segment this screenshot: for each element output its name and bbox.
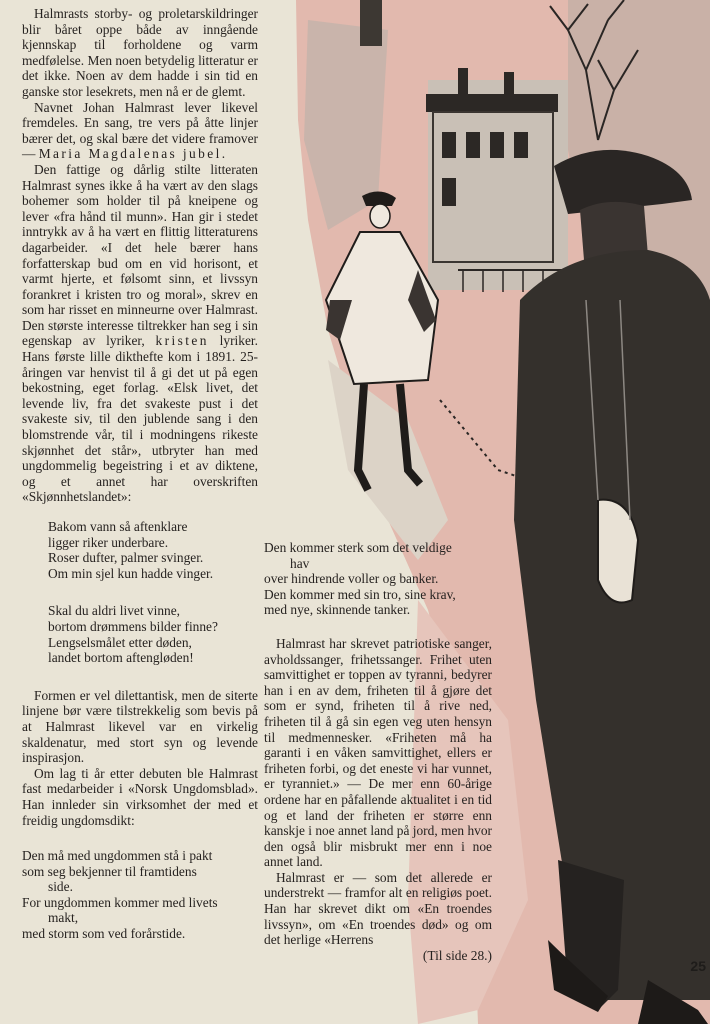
page-number: 25: [690, 958, 706, 974]
song-title: Maria Magdalenas jubel.: [38, 146, 228, 162]
poem-line: Bakom vann så aftenklare: [48, 519, 188, 534]
paragraph-text: Den fattige og dårlig stilte litteraten Halmrast synes ikke å ha vært av den slags bohemer som holder til på kneipene og lever «fra hånd til munn». Han gir i stedet inntrykk av å ha vært en flittig litteraturens dagarbeider. «I det hele bærer hans forfatterskap bud om en vid horisont, et varmt hjerte, et følsomt sinn, et livssyn forankret i kristen tro og moral», skrev en som har risset en minneurne over Halmrast. Den største interesse tiltrekker han seg i sin egenskap av lyriker,: [22, 161, 258, 349]
paragraph-text: Navnet Johan Halmrast lever likevel fremdeles. En sang, tre vers på åtte linjer bærer det, og skal bære det videre framover —: [22, 99, 258, 162]
poem-stanza: [22, 848, 258, 942]
poem-line: som seg bekjenner til framtidens: [22, 863, 197, 879]
paragraph: Halmrast har skrevet patriotiske sanger, avholdssanger, frihetssanger. Frihet uten samvittighet er toppen av tyranni, bedyrer han i en av dem, friheten til å gjøre det som er synd, friheten til å rive ned, friheten til å gå sin egen veg uten hensyn til medmennesker. «Friheten må ha garanti i en våken samvittighet, ellers er friheten forbi, og det eneste vi har vunnet, er tyranniet.» — De mer enn 60-årige ordene har en påfallende aktualitet i en tid og et land der friheten er større enn kanskje i noe annet land på jord, men hvor den også blir misbrukt mer enn i noe annet land.: [264, 635, 492, 870]
poem-line: For ungdommen kommer med livets: [22, 894, 218, 910]
poem-line: Skal du aldri livet vinne,: [48, 603, 181, 619]
paragraph: Formen er vel dilettantisk, men de siterte linjene bør være tilstrekkelig som bevis på at Halmrast likevel var en virkelig skaldenatur, med stort syn og levende inspirasjon.: [22, 687, 258, 766]
poem-line: Roser dufter, palmer svinger.: [48, 550, 204, 566]
poem-line: med nye, skinnende tanker.: [264, 602, 411, 618]
poem-line-wrap: side.: [48, 879, 73, 895]
paragraph: [22, 162, 258, 505]
poem-line-wrap: makt,: [48, 910, 79, 926]
poem-line: Den må med ungdommen stå i pakt: [22, 848, 213, 864]
middle-text-column: [264, 540, 492, 963]
continued-reference: (Til side 28.): [422, 947, 492, 963]
paragraph: Halmrast er — som det allerede er understrekt — framfor alt en religiøs poet. Han har skrevet dikt om «En troendes livssyn», om «En troendes død» og om det herlige «Herrens: [264, 869, 492, 948]
poem-line: Lengselsmålet etter døden,: [48, 634, 192, 650]
poem-line: ligger riker underbare.: [48, 534, 169, 550]
poem-stanza: [264, 540, 492, 618]
poem-line-wrap: hav: [290, 555, 310, 571]
paragraph: Halmrasts storby- og proletarskildringer blir båret oppe både av inngående kjennskap til forholdene og varm medfølelse. Men noen betydelig litteratur er det ikke. Noen av dem hadde i sin tid en ganske stor lesekrets, men nå er de glemt.: [22, 6, 258, 99]
poem-line: med storm som ved forårstide.: [22, 926, 186, 942]
left-text-column: [22, 6, 258, 942]
paragraph-text: lyriker. Hans første lille dikthefte kom i 1891. 25-åringen var henvist til å gi det ut på egen bekostning, eget forlag. «Elsk livet, det levende liv, fra det svakeste pust i det svakeste siv, til den jublende sang i den blomstrende vår, til i modningens rikeste skjønnhet det står», utbryter han med ungdommelig begeistring i et av diktene, og et annet har overskriften «Skjønnhetslandet»:: [22, 333, 258, 505]
poem-line: Om min sjel kun hadde vinger.: [48, 565, 214, 581]
paragraph: [22, 100, 258, 162]
poem-line: over hindrende voller og banker.: [264, 571, 439, 587]
poem-stanza: [22, 603, 258, 665]
poem-line: Den kommer med sin tro, sine krav,: [264, 586, 456, 602]
poem-line: Den kommer sterk som det veldige: [264, 540, 452, 555]
poem-line: bortom drømmens bilder finne?: [48, 618, 218, 634]
paragraph: Om lag ti år etter debuten ble Halmrast fast medarbeider i «Norsk Ungdomsblad». Han innleder sin virksomhet der med et freidig ungdomsdikt:: [22, 765, 258, 828]
emphasis: kristen: [155, 333, 209, 349]
poem-line: landet bortom aftengløden!: [48, 650, 194, 666]
poem-stanza: [22, 519, 258, 581]
